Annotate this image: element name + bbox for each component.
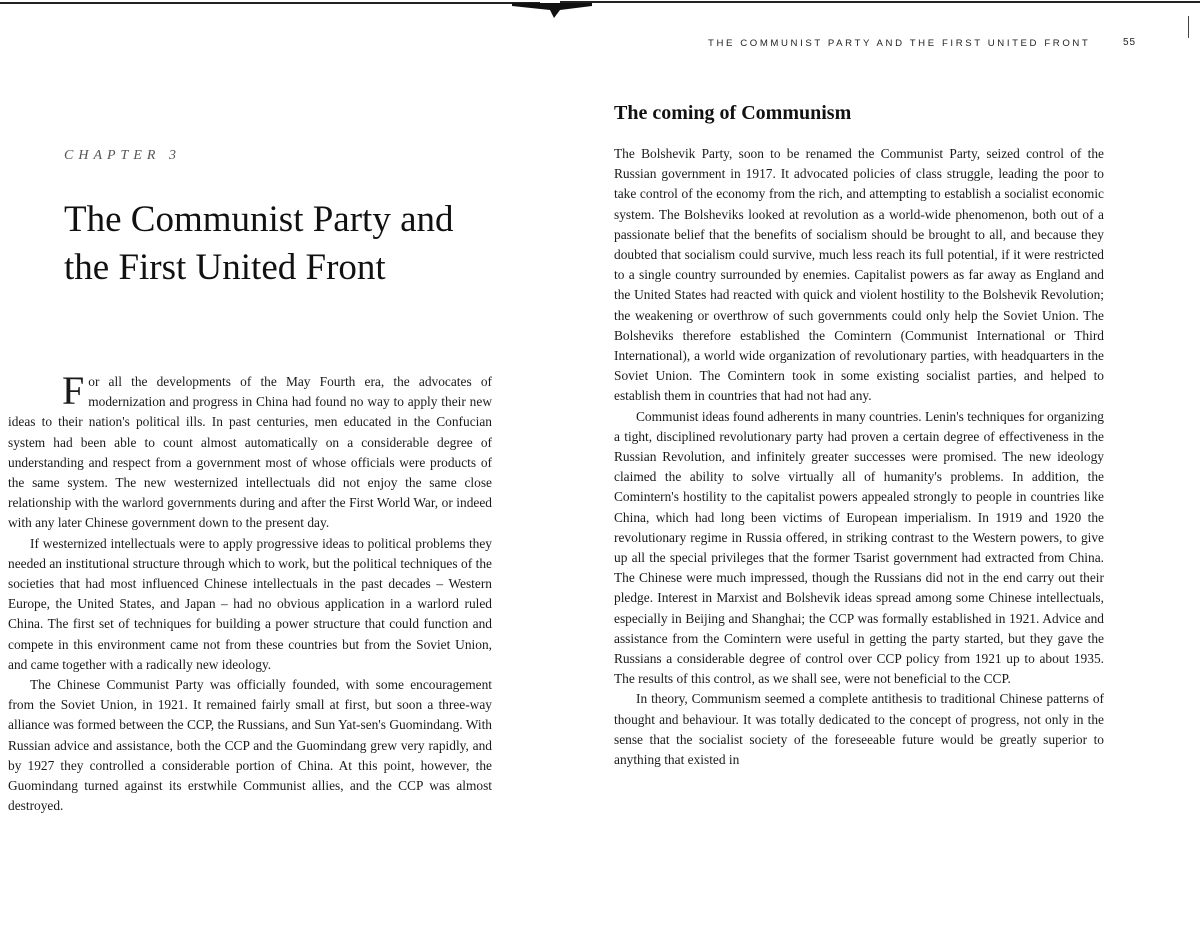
- body-paragraph: If westernized intellectuals were to apply progressive ideas to political problems they needed an institutional structure through which to work, but the political techniques of the societies that had most influenced Chinese intellectuals in the past decades – Western Europe, the United States, and Japan – had no obvious application in a warlord ruled China. The first set of techniques for building a power structure that could function and compete in this environment came not from these countries but from the Soviet Union, and came together with a radically new ideology.: [8, 535, 492, 672]
- chapter-title-line-1: The Communist Party and: [64, 199, 454, 240]
- left-page: [0, 0, 560, 927]
- body-paragraph: The Bolshevik Party, soon to be renamed the Communist Party, seized control of the Russian government in 1917. It advocated policies of class struggle, leading the poor to take control of the economy from the rich, and attempting to establish a socialist economic system. The Bolsheviks looked at revolution as a world-wide phenomenon, both out of a passionate belief that the benefits of socialism should be brought to all, and because they doubted that socialism could survive, much less reach its full potential, if it were restricted to a single country surrounded by enemies. Capitalist powers as far away as England and the United States had reacted with quick and violent hostility to the Bolshevik Revolution; the weakening or overthrow of such governments could only help the Soviet Union. The Bolsheviks therefore established the Comintern (Communist International or Third International), a world wide organization of revolutionary parties, with headquarters in the Soviet Union. The Comintern took in some existing socialist parties, and helped to establish them in countries that had not had any.: [614, 146, 1104, 404]
- chapter-body: [8, 368, 492, 816]
- body-paragraph: The Chinese Communist Party was officially founded, with some encouragement from the Soviet Union, in 1921. It remained fairly small at first, but soon a three-way alliance was formed between the CCP, the Russians, and Sun Yat-sen's Guomindang. With Russian advice and assistance, both the CCP and the Guomindang grew very rapidly, and by 1927 they controlled a considerable portion of China. At this point, however, the Guomindang turned against its erstwhile Communist allies, and the CCP was almost destroyed.: [8, 677, 492, 814]
- body-paragraph: In theory, Communism seemed a complete antithesis to traditional Chinese patterns of thought and behaviour. It was totally dedicated to the concept of progress, not only in the sense that the socialist society of the foreseeable future would be greatly superior to anything that existed in: [614, 691, 1104, 768]
- running-head: THE COMMUNIST PARTY AND THE FIRST UNITED FRONT: [708, 38, 1091, 49]
- body-paragraph: Communist ideas found adherents in many countries. Lenin's techniques for organizing a tight, disciplined revolutionary party had proven a certain degree of effectiveness in the Russian Revolution, and infinitely greater successes were promised. The new ideology claimed the ability to solve virtually all of humanity's problems. In addition, the Comintern's hostility to the capitalist powers appealed strongly to people in countries like China, which had long been victims of European imperialism. In 1919 and 1920 the revolutionary regime in Russia offered, in striking contrast to the Western powers, to give up all the special privileges that the former Tsarist government had extracted from China. The Chinese were much impressed, though the Russians did not in the end carry out their pledge. Interest in Marxist and Bolshevik ideas spread among some Chinese intellectuals, especially in Beijing and Shanghai; the CCP was formally established in 1921. Advice and assistance from the Comintern were useful in getting the party started, but they gave the Russians a considerable degree of control over CCP policy from 1921 up to about 1935. The results of this control, as we shall see, were not beneficial to the CCP.: [614, 408, 1104, 687]
- paragraph-text: or all the developments of the May Fourth era, the advocates of modernization and progress in China had found no way to apply their new ideas to their nation's political ills. In past centuries, men educated in the Confucian system had been able to count almost automatically on a considerable degree of understanding and respect from a government most of whose officials were products of the same system. The new westernized intellectuals did not enjoy the same close relationship with the warlord governments during and after the First World War, or indeed with any later Chinese government down to the present day.: [8, 374, 492, 531]
- chapter-title: [64, 196, 534, 292]
- right-page: [560, 0, 1200, 927]
- body-paragraph: [8, 368, 492, 534]
- page-number: 55: [1123, 37, 1137, 48]
- chapter-label: CHAPTER 3: [64, 148, 181, 163]
- drop-cap: F: [62, 368, 85, 413]
- chapter-title-line-2: the First United Front: [64, 247, 386, 288]
- section-body: [614, 144, 1104, 770]
- section-heading: The coming of Communism: [614, 102, 852, 124]
